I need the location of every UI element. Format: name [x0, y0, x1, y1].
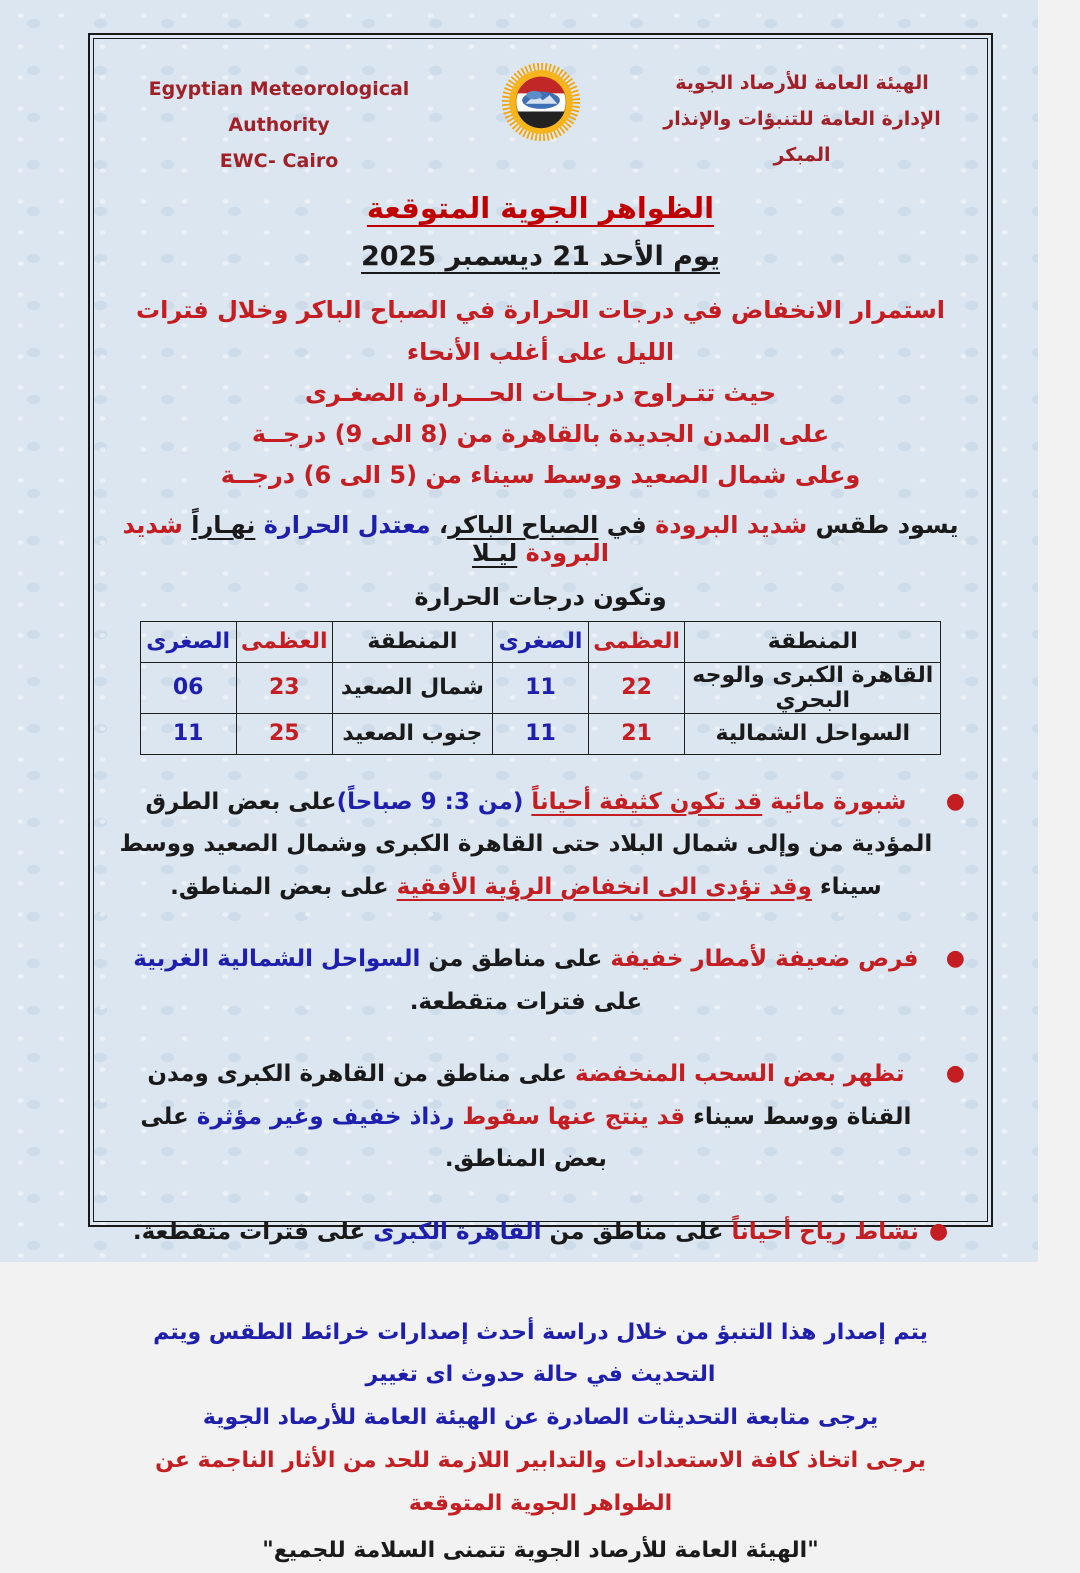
intro-line-1: استمرار الانخفاض في درجات الحرارة في الصباح الباكر وخلال فترات الليل على أغلب الأنحاء	[135, 296, 946, 366]
bullet-dot-icon: ●	[945, 946, 965, 972]
table-row	[140, 662, 941, 713]
bullet-rain-text	[116, 938, 936, 1023]
org-name-arabic	[637, 57, 967, 173]
intro-paragraph	[114, 290, 967, 496]
col-header-min: الصغرى	[140, 621, 236, 662]
table-row	[140, 713, 941, 754]
summary-seg: نهـاراً	[191, 510, 256, 539]
bullet-seg: على مناطق من	[541, 1218, 732, 1245]
weather-summary-line	[114, 511, 967, 567]
bullet-seg: على مناطق من	[420, 946, 611, 973]
bullet-seg: تظهر بعض السحب المنخفضة	[575, 1061, 905, 1088]
phenomena-bullet-list	[114, 781, 967, 1254]
bullet-seg: وقد تؤدى الى انخفاض الرؤية الأفقية	[396, 873, 812, 900]
intro-line-4: وعلى شمال الصعيد ووسط سيناء من (5 الى 6) درجــة	[220, 461, 861, 490]
summary-seg	[183, 511, 191, 539]
summary-seg	[517, 539, 525, 567]
summary-seg: يسود طقس	[807, 510, 959, 539]
bullet-seg: القاهرة الكبرى	[373, 1218, 542, 1245]
org-name-english-line1: Egyptian Meteorological Authority	[148, 78, 410, 137]
region-cell: السواحل الشمالية	[685, 713, 941, 754]
summary-seg: ليـلا	[472, 538, 518, 567]
min-temp-cell: 11	[492, 662, 588, 713]
footer-warning: يرجى اتخاذ كافة الاستعدادات والتدابير اللازمة للحد من الأثار الناجمة عن الظواهر الجوية المتوقعة	[155, 1448, 926, 1517]
logo-container	[486, 57, 596, 149]
bullet-seg: السواحل الشمالية الغربية	[133, 946, 421, 973]
max-temp-cell: 21	[589, 713, 685, 754]
org-name-english-line2: EWC- Cairo	[219, 150, 339, 173]
min-temp-cell: 11	[492, 713, 588, 754]
bullet-seg: على فترات متقطعة.	[132, 1218, 374, 1245]
bullet-seg: شبورة مائية	[762, 788, 907, 815]
min-temp-cell: 11	[140, 713, 236, 754]
temperatures-table	[140, 621, 942, 755]
summary-seg: الصباح الباكر	[448, 510, 599, 539]
document-header	[114, 57, 967, 179]
bullet-seg: قد ينتج عنها سقوط	[454, 1103, 686, 1130]
bullet-fog-text	[116, 781, 936, 909]
org-name-arabic-line1: الهيئة العامة للأرصاد الجوية	[675, 72, 929, 94]
bullet-seg: على بعض المناطق.	[170, 873, 397, 900]
bullet-seg: فرص ضعيفة لأمطار خفيفة	[610, 946, 919, 973]
ema-sun-flag-logo-icon	[498, 59, 584, 149]
col-header-region: المنطقة	[332, 621, 492, 662]
summary-seg: شديد البرودة	[122, 510, 609, 567]
document-frame	[88, 33, 993, 1563]
max-temp-cell: 22	[589, 662, 685, 713]
col-header-max: العظمى	[589, 621, 685, 662]
col-header-region: المنطقة	[685, 621, 941, 662]
org-name-english	[114, 57, 444, 179]
summary-seg: ،	[430, 510, 449, 539]
forecast-date: يوم الأحد 21 ديسمبر 2025	[361, 241, 720, 273]
col-header-max: العظمى	[236, 621, 332, 662]
bullet-seg: على بعض المناطق.	[140, 1103, 607, 1173]
bullet-fog	[116, 781, 965, 909]
table-caption: وتكون درجات الحرارة	[414, 582, 667, 611]
bullet-seg: على فترات متقطعة.	[409, 988, 643, 1015]
scan-edge-margin	[1038, 0, 1080, 1262]
intro-line-3: على المدن الجديدة بالقاهرة من (8 الى 9) درجــة	[251, 420, 830, 449]
bullet-rain	[116, 938, 965, 1023]
summary-seg: في	[598, 510, 656, 539]
document-frame-inner	[93, 38, 988, 1563]
bullet-seg: على بعض الطرق المؤدية من وإلى شمال البلاد حتى القاهرة الكبرى وشمال الصعيد ووسط سيناء	[119, 788, 933, 900]
region-cell: شمال الصعيد	[332, 662, 492, 713]
min-temp-cell: 06	[140, 662, 236, 713]
bullet-clouds-text	[116, 1053, 936, 1181]
summary-seg: شديد البرودة	[655, 510, 808, 539]
bullet-clouds	[116, 1053, 965, 1181]
bullet-dot-icon: ●	[945, 788, 965, 814]
col-header-min: الصغرى	[492, 621, 588, 662]
footer-note-1: يتم إصدار هذا التنبؤ من خلال دراسة أحدث إصدارات خرائط الطقس ويتم التحديث في حالة حدوث اى تغيير	[153, 1319, 928, 1388]
table-header-row	[140, 621, 941, 662]
document-footer	[114, 1312, 967, 1573]
bullet-wind-text	[133, 1211, 919, 1254]
summary-seg	[255, 511, 263, 539]
intro-line-2: حيث تتـراوح درجــات الحـــرارة الصغـرى	[304, 378, 777, 407]
footer-note-2: يرجى متابعة التحديثات الصادرة عن الهيئة العامة للأرصاد الجوية	[202, 1405, 879, 1431]
region-cell: جنوب الصعيد	[332, 713, 492, 754]
bullet-seg: قد تكون كثيفة أحياناً	[531, 788, 763, 815]
bullet-seg: على مناطق من القاهرة الكبرى ومدن القناة ووسط سيناء	[147, 1061, 912, 1130]
bullet-seg: نشاط رياح أحياناً	[731, 1218, 919, 1245]
max-temp-cell: 25	[236, 713, 332, 754]
bullet-dot-icon: ●	[945, 1061, 965, 1087]
page-title: الظواهر الجوية المتوقعة	[366, 191, 715, 226]
bullet-wind	[116, 1211, 965, 1254]
max-temp-cell: 23	[236, 662, 332, 713]
bullet-seg: رذاذ خفيف وغير مؤثرة	[196, 1103, 455, 1130]
summary-seg: معتدل الحرارة	[263, 510, 431, 539]
org-name-arabic-line2: الإدارة العامة للتنبؤات والإنذار المبكر	[663, 108, 941, 167]
bullet-dot-icon: ●	[928, 1218, 949, 1244]
bullet-seg: (من 3: 9 صباحاً)	[336, 788, 532, 815]
footer-wish: "الهيئة العامة للأرصاد الجوية تتمنى السلامة للجميع"	[262, 1537, 819, 1563]
region-cell: القاهرة الكبرى والوجه البحري	[685, 662, 941, 713]
